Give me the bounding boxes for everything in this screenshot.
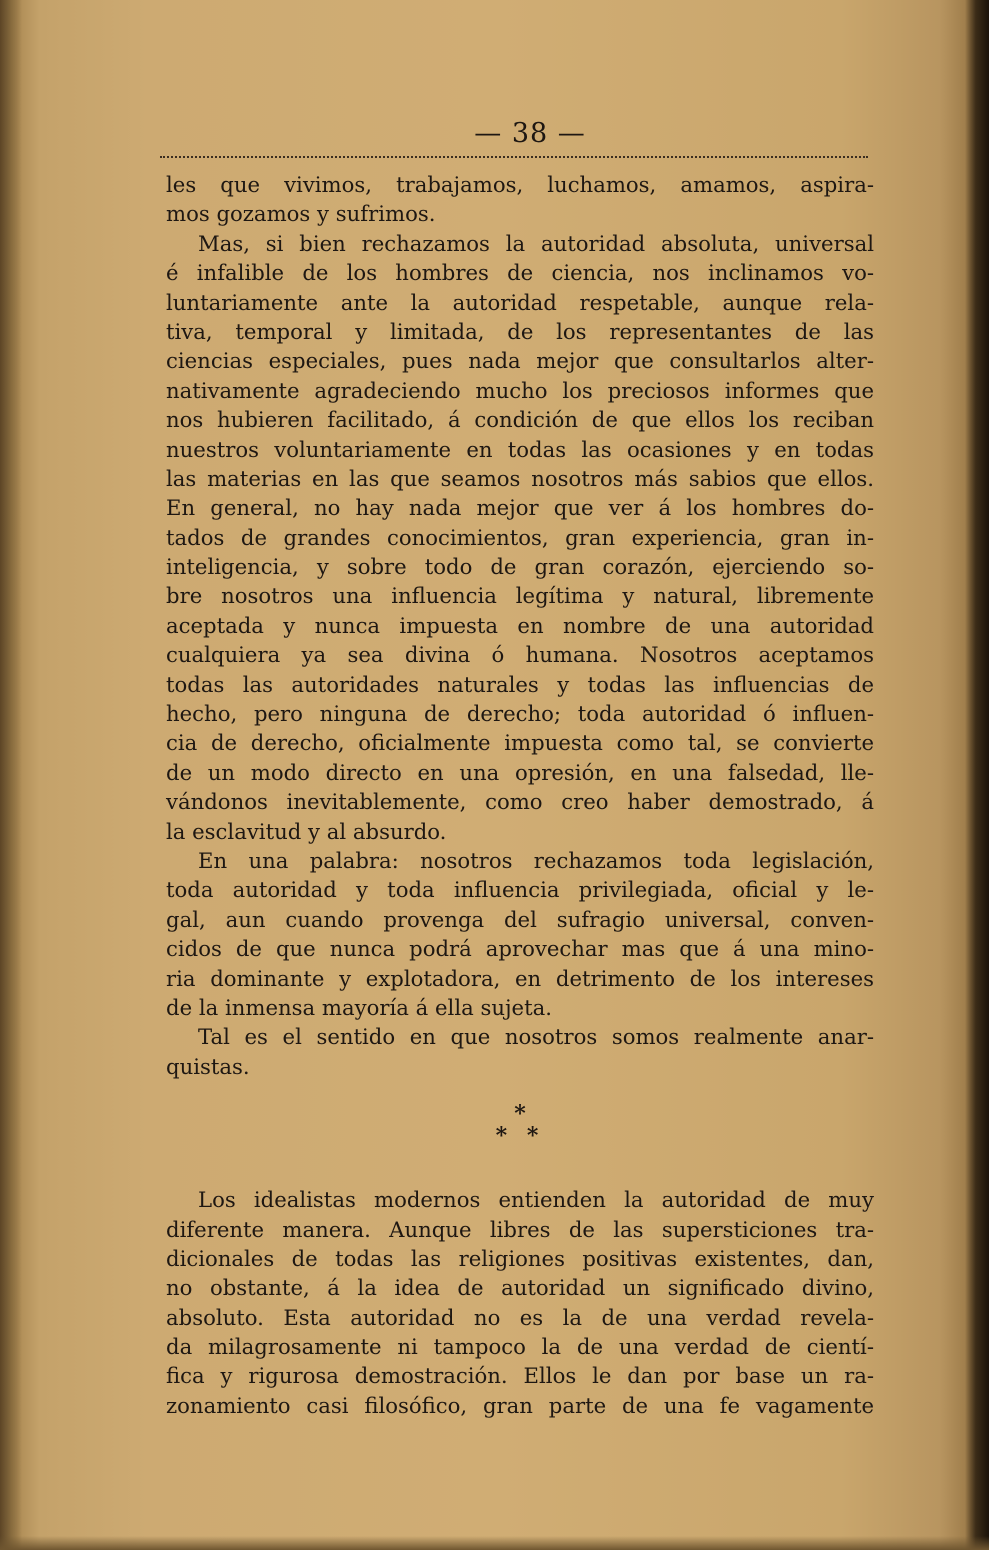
page-number: — 38 — [474, 118, 586, 149]
text-line: zonamiento casi filosófico, gran parte de una fe vagamente [166, 1392, 874, 1418]
text-line: vándonos inevitablemente, como creo haber demostrado, á [166, 789, 874, 815]
paragraph-start-line: Mas, si bien rechazamos la autoridad absoluta, universal [198, 230, 874, 256]
text-line: no obstante, á la idea de autoridad un significado divino, [166, 1275, 874, 1301]
section-separator-bottom: * * [495, 1123, 545, 1150]
text-line: todas las autoridades naturales y todas las influencias de [166, 671, 874, 697]
text-line: bre nosotros una influencia legítima y natural, libremente [166, 583, 874, 609]
text-line: mos gozamos y sufrimos. [166, 201, 436, 227]
text-line: da milagrosamente ni tampoco la de una verdad de cientí- [166, 1334, 874, 1360]
text-line: de un modo directo en una opresión, en una falsedad, lle- [166, 759, 874, 785]
paragraph-start-line: Tal es el sentido en que nosotros somos realmente anar- [198, 1024, 874, 1050]
text-line: ria dominante y explotadora, en detrimento de los intereses [166, 965, 874, 991]
text-line: fica y rigurosa demostración. Ellos le dan por base un ra- [166, 1363, 874, 1389]
text-line: tados de grandes conocimientos, gran experiencia, gran in- [166, 524, 874, 550]
paragraph-start-line: En una palabra: nosotros rechazamos toda legislación, [198, 847, 874, 873]
text-line: diferente manera. Aunque libres de las supersticiones tra- [166, 1216, 874, 1242]
text-line: las materias en las que seamos nosotros más sabios que ellos. [166, 465, 874, 491]
text-line: aceptada y nunca impuesta en nombre de una autoridad [166, 612, 874, 638]
text-line: nuestros voluntariamente en todas las ocasiones y en todas [166, 436, 874, 462]
text-line: hecho, pero ninguna de derecho; toda autoridad ó influen- [166, 701, 874, 727]
text-line: inteligencia, y sobre todo de gran corazón, ejerciendo so- [166, 554, 874, 580]
text-line: dicionales de todas las religiones positivas existentes, dan, [166, 1245, 874, 1271]
text-line: gal, aun cuando provenga del sufragio universal, conven- [166, 906, 874, 932]
page-spine-shadow [0, 0, 22, 1550]
text-line: cidos de que nunca podrá aprovechar mas que á una mino- [166, 936, 874, 962]
text-line: luntariamente ante la autoridad respetable, aunque rela- [166, 289, 874, 315]
section-gap [166, 1147, 874, 1185]
text-line: absoluto. Esta autoridad no es la de una verdad revela- [166, 1304, 874, 1330]
text-line: la esclavitud y al absurdo. [166, 818, 447, 844]
body-text [166, 170, 874, 1420]
text-line: nativamente agradeciendo mucho los preciosos informes que [166, 377, 874, 403]
page-edge-right [965, 0, 989, 1550]
text-line: les que vivimos, trabajamos, luchamos, amamos, aspira- [166, 172, 874, 197]
paragraph-start-line: Los idealistas modernos entienden la autoridad de muy [198, 1187, 874, 1213]
page-edge-bottom [0, 1536, 989, 1550]
text-line: nos hubieren facilitado, á condición de que ellos los reciban [166, 407, 874, 433]
text-line: quistas. [166, 1053, 250, 1079]
header-rule [160, 156, 868, 158]
text-line: cualquiera ya sea divina ó humana. Nosotros aceptamos [166, 642, 874, 668]
text-line: de la inmensa mayoría á ella sujeta. [166, 994, 552, 1020]
text-line: En general, no hay nada mejor que ver á los hombres do- [166, 495, 874, 521]
text-line: ciencias especiales, pues nada mejor que consultarlos alter- [166, 348, 874, 374]
text-line: toda autoridad y toda influencia privilegiada, oficial y le- [166, 877, 874, 903]
text-line: cia de derecho, oficialmente impuesta como tal, se convierte [166, 730, 874, 756]
text-line: é infalible de los hombres de ciencia, nos inclinamos vo- [166, 260, 874, 286]
section-separator-top: * [514, 1101, 526, 1128]
text-line: tiva, temporal y limitada, de los representantes de las [166, 318, 874, 344]
